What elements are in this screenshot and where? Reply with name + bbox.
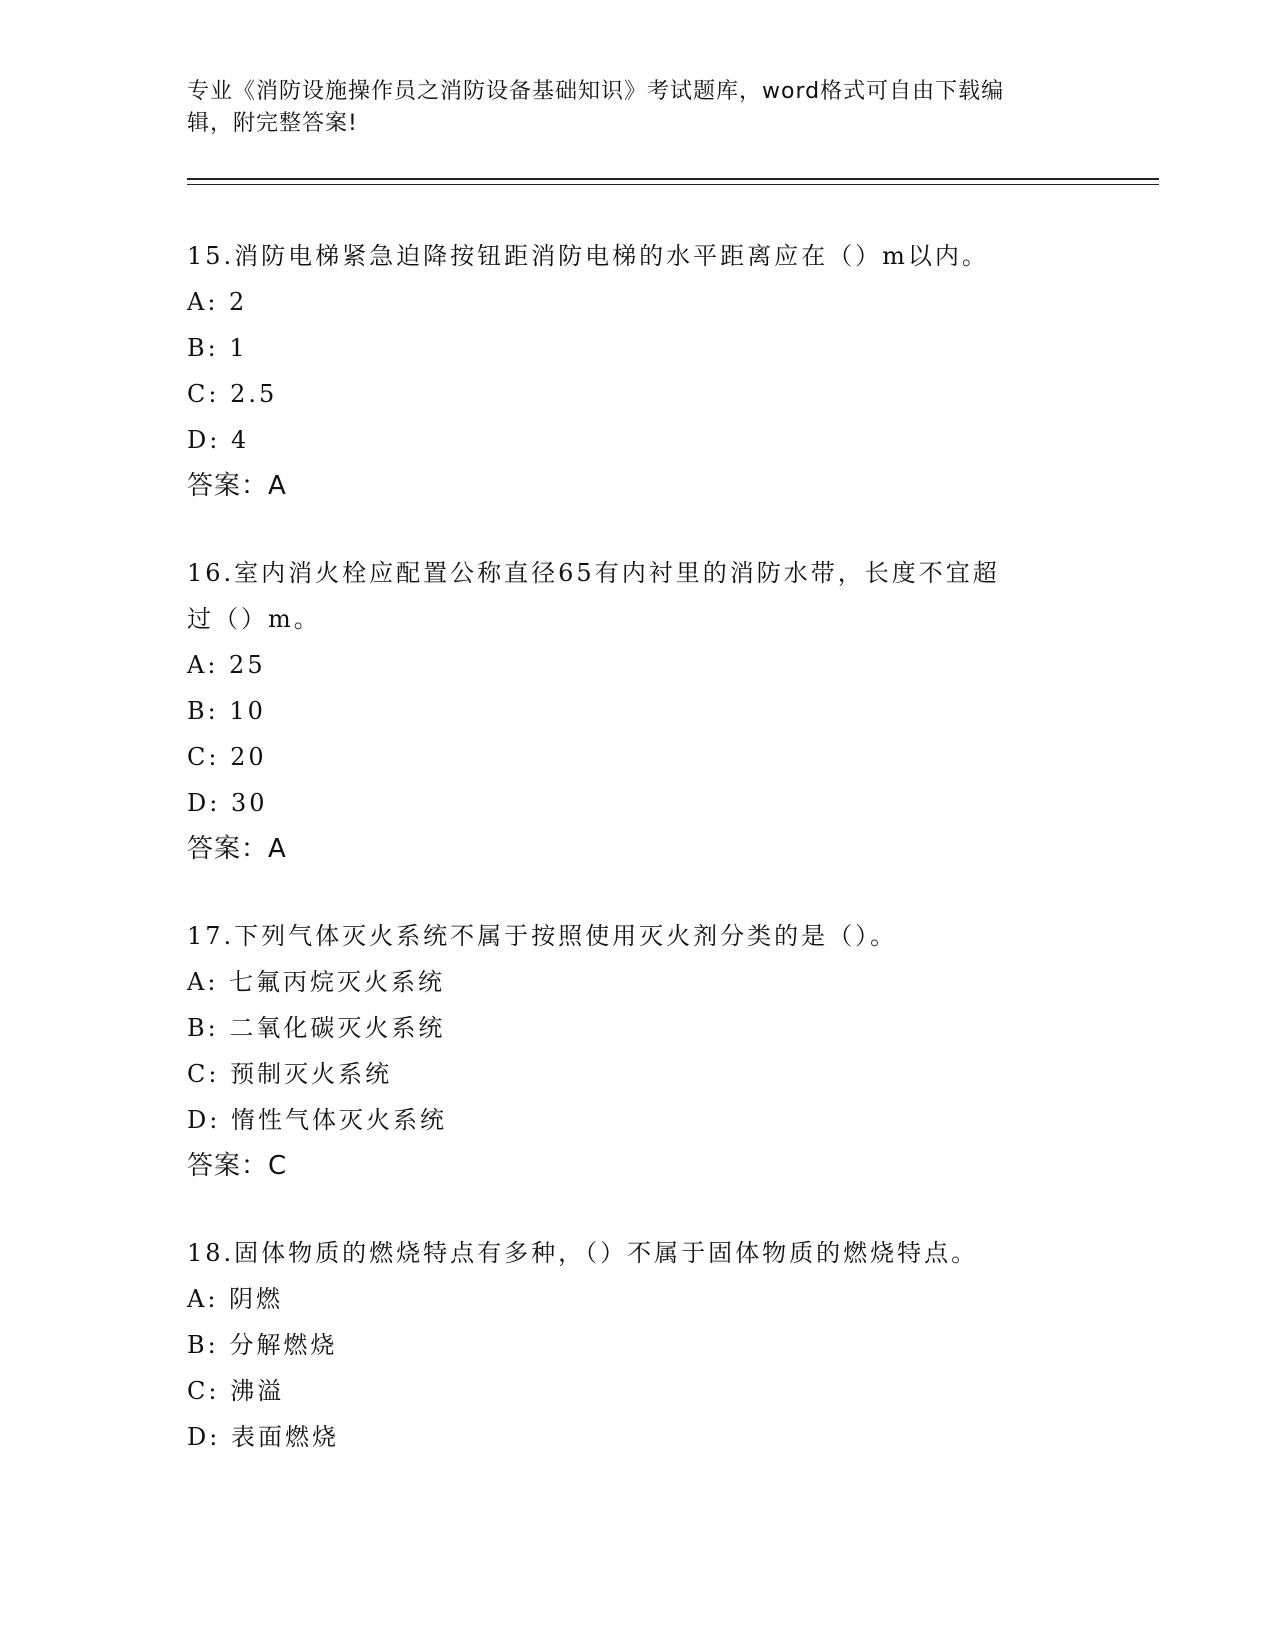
option-a: A: 2 <box>187 288 248 316</box>
option-b: B: 分解燃烧 <box>187 1331 338 1359</box>
question-15 <box>187 233 1087 509</box>
question-stem: 15.消防电梯紧急迫降按钮距消防电梯的水平距离应在（）m以内。 <box>187 242 989 270</box>
option-d: D: 4 <box>187 426 250 454</box>
option-d: D: 表面燃烧 <box>187 1423 339 1451</box>
question-list <box>187 233 1087 1501</box>
question-stem: 18.固体物质的燃烧特点有多种，（）不属于固体物质的燃烧特点。 <box>187 1239 979 1267</box>
option-a: A: 七氟丙烷灭火系统 <box>187 968 446 996</box>
option-a: A: 25 <box>187 651 266 679</box>
question-18 <box>187 1230 1087 1460</box>
option-c: C: 20 <box>187 743 267 771</box>
header-line-2: 辑，附完整答案! <box>187 111 358 136</box>
option-a: A: 阴燃 <box>187 1285 284 1313</box>
option-b: B: 1 <box>187 334 248 362</box>
option-c: C: 沸溢 <box>187 1377 285 1405</box>
question-stem-continued: 过（）m。 <box>187 605 321 633</box>
question-stem: 16.室内消火栓应配置公称直径65有内衬里的消防水带，长度不宜超 <box>187 559 1000 587</box>
option-b: B: 二氧化碳灭火系统 <box>187 1014 446 1042</box>
header-divider-thin <box>187 184 1159 185</box>
document-header <box>187 76 1067 140</box>
question-16 <box>187 550 1087 872</box>
header-divider <box>187 178 1159 180</box>
option-d: D: 惰性气体灭火系统 <box>187 1106 447 1134</box>
answer-line: 答案：A <box>187 471 287 501</box>
option-c: C: 2.5 <box>187 380 278 408</box>
question-stem: 17.下列气体灭火系统不属于按照使用灭火剂分类的是（）。 <box>187 922 898 950</box>
answer-line: 答案：A <box>187 834 287 864</box>
option-d: D: 30 <box>187 789 268 817</box>
option-b: B: 10 <box>187 697 266 725</box>
question-17 <box>187 913 1087 1189</box>
option-c: C: 预制灭火系统 <box>187 1060 393 1088</box>
answer-line: 答案：C <box>187 1151 288 1181</box>
header-line-1: 专业《消防设施操作员之消防设备基础知识》考试题库，word格式可自由下载编 <box>187 79 1005 104</box>
